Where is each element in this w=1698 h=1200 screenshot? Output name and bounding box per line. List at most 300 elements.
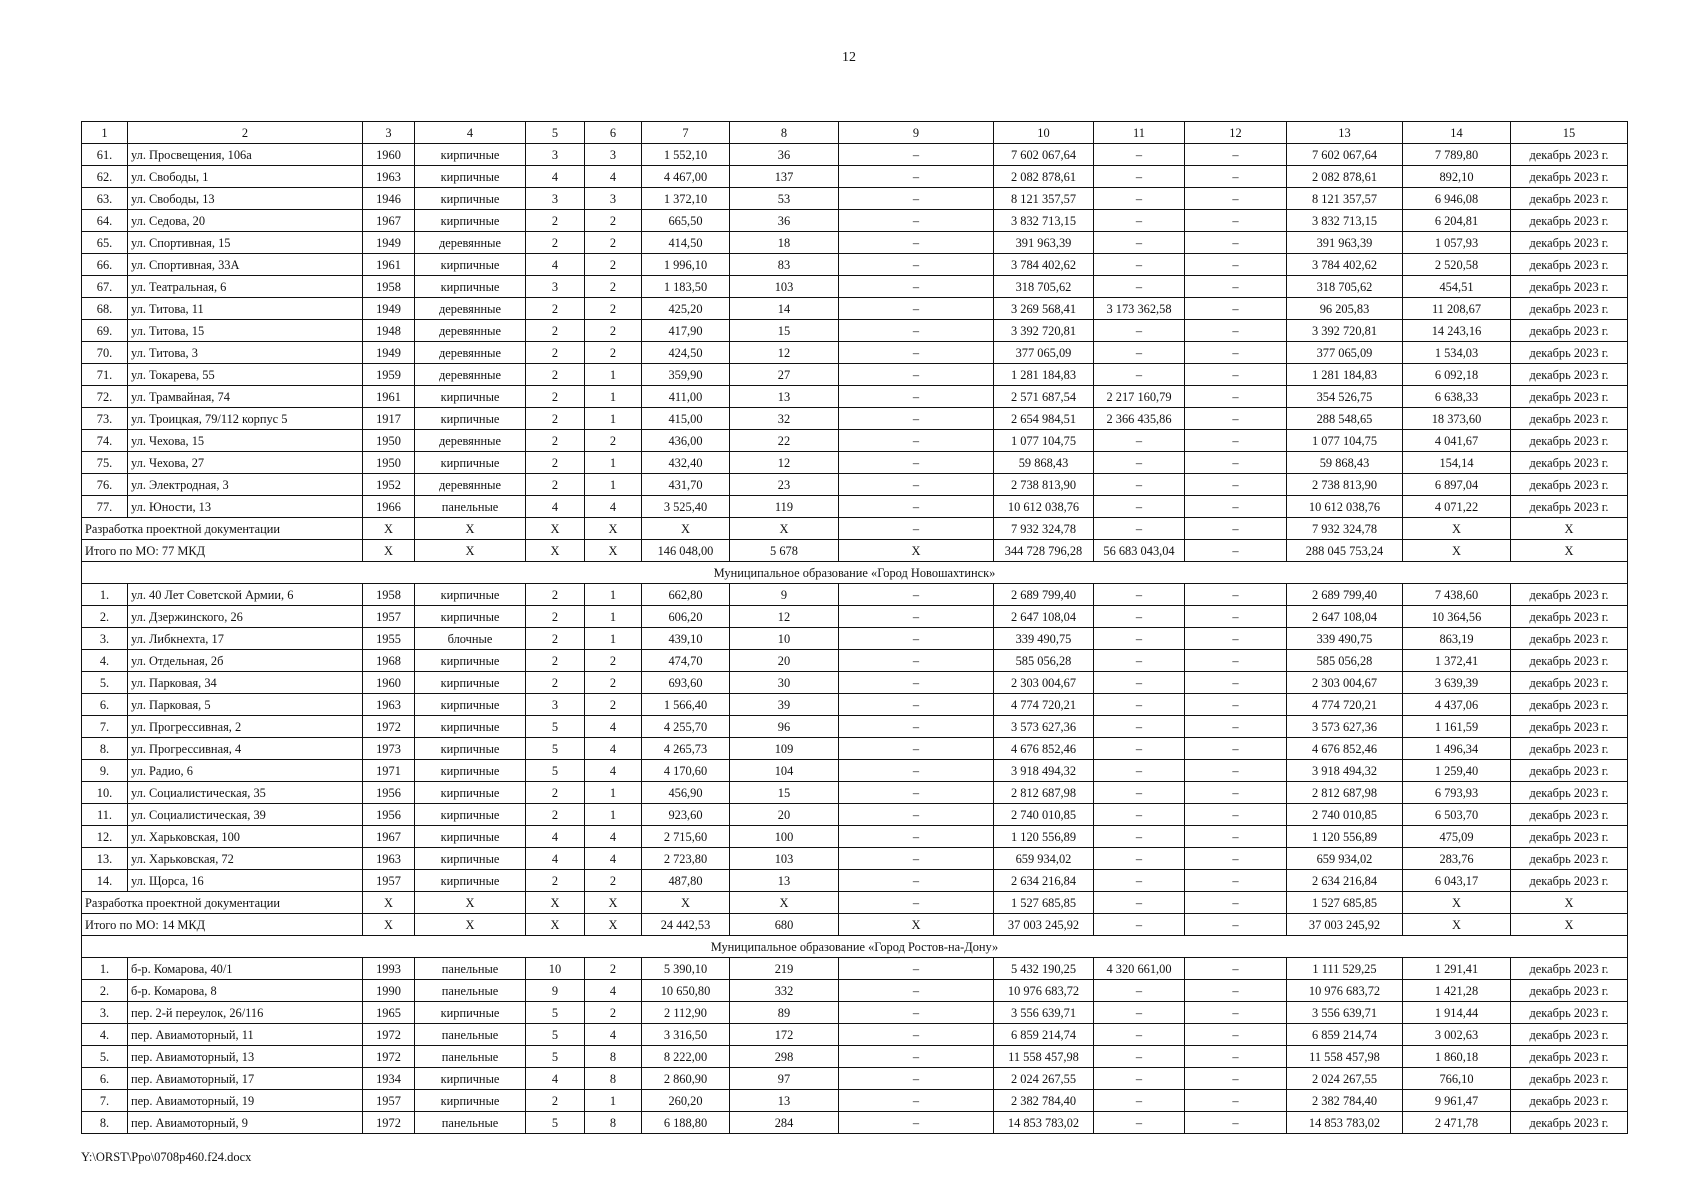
table-cell: 318 705,62 [1287,276,1403,298]
table-cell: 377 065,09 [1287,342,1403,364]
address-cell: ул. Спортивная, 15 [128,232,363,254]
table-cell: 474,70 [642,650,730,672]
table-cell: декабрь 2023 г. [1511,672,1628,694]
column-header: 6 [585,122,642,144]
table-cell: 1 372,10 [642,188,730,210]
table-cell: – [839,518,994,540]
table-cell: кирпичные [415,1068,526,1090]
table-cell: 1 552,10 [642,144,730,166]
address-cell: б-р. Комарова, 40/1 [128,958,363,980]
table-cell: – [1094,672,1185,694]
table-cell: кирпичные [415,606,526,628]
table-cell: – [839,254,994,276]
table-cell: 2 812 687,98 [994,782,1094,804]
table-cell: 2 [585,694,642,716]
table-cell: – [1185,518,1287,540]
table-cell: – [1185,210,1287,232]
table-cell: X [730,518,839,540]
table-cell: деревянные [415,474,526,496]
table-cell: – [1094,430,1185,452]
table-cell: 288 045 753,24 [1287,540,1403,562]
table-row [82,452,1628,474]
table-cell: 1990 [363,980,415,1002]
table-cell: 439,10 [642,628,730,650]
table-cell: 339 490,75 [994,628,1094,650]
table-cell: – [839,298,994,320]
row-number: 3. [82,628,128,650]
table-cell: – [1185,232,1287,254]
table-cell: 18 373,60 [1403,408,1511,430]
row-number: 7. [82,716,128,738]
table-cell: 103 [730,848,839,870]
table-cell: 1 [585,408,642,430]
table-cell: кирпичные [415,716,526,738]
address-cell: ул. Свободы, 13 [128,188,363,210]
table-cell: 15 [730,320,839,342]
table-cell: 1934 [363,1068,415,1090]
table-cell: 11 558 457,98 [1287,1046,1403,1068]
table-cell: 1955 [363,628,415,650]
table-cell: 14 853 783,02 [1287,1112,1403,1134]
table-cell: декабрь 2023 г. [1511,276,1628,298]
table-cell: – [1185,716,1287,738]
row-number: 6. [82,1068,128,1090]
table-cell: 8 [585,1112,642,1134]
table-cell: 2 [585,254,642,276]
table-cell: 2 [585,232,642,254]
table-cell: 3 832 713,15 [994,210,1094,232]
table-cell: X [585,540,642,562]
row-number: 8. [82,738,128,760]
address-cell: ул. Спортивная, 33А [128,254,363,276]
table-cell: 2 [585,298,642,320]
table-cell: – [1185,826,1287,848]
table-cell: 5 [526,1002,585,1024]
table-cell: X [839,914,994,936]
table-cell: – [839,760,994,782]
table-cell: 10 [526,958,585,980]
table-cell: X [585,914,642,936]
table-cell: 1 [585,452,642,474]
table-row [82,496,1628,518]
table-cell: – [1185,1024,1287,1046]
table-cell: 2 303 004,67 [994,672,1094,694]
row-number: 5. [82,672,128,694]
column-header: 5 [526,122,585,144]
table-cell: 475,09 [1403,826,1511,848]
table-cell: X [1403,540,1511,562]
table-cell: 1963 [363,848,415,870]
table-cell: панельные [415,496,526,518]
table-cell: – [1185,738,1287,760]
table-cell: – [1094,650,1185,672]
table-cell: – [1185,782,1287,804]
table-cell: – [1094,826,1185,848]
table-cell: – [839,342,994,364]
row-number: 72. [82,386,128,408]
table-cell: 7 602 067,64 [1287,144,1403,166]
table-cell: – [1185,320,1287,342]
table-cell: 1973 [363,738,415,760]
table-cell: 1 120 556,89 [994,826,1094,848]
table-cell: 39 [730,694,839,716]
table-cell: – [1094,1068,1185,1090]
table-cell: 1 421,28 [1403,980,1511,1002]
address-cell: ул. 40 Лет Советской Армии, 6 [128,584,363,606]
table-cell: 377 065,09 [994,342,1094,364]
table-cell: 2 [526,672,585,694]
table-cell: – [1185,848,1287,870]
table-cell: кирпичные [415,452,526,474]
table-cell: 23 [730,474,839,496]
table-cell: 36 [730,210,839,232]
address-cell: ул. Титова, 11 [128,298,363,320]
table-cell: – [839,210,994,232]
table-cell: 146 048,00 [642,540,730,562]
table-cell: 14 [730,298,839,320]
table-cell: 1959 [363,364,415,386]
table-cell: X [415,914,526,936]
table-row [82,166,1628,188]
address-cell: ул. Седова, 20 [128,210,363,232]
row-number: 3. [82,1002,128,1024]
table-cell: кирпичные [415,166,526,188]
table-cell: 103 [730,276,839,298]
table-cell: 2 715,60 [642,826,730,848]
table-cell: 4 320 661,00 [1094,958,1185,980]
row-number: 66. [82,254,128,276]
table-cell: 10 650,80 [642,980,730,1002]
table-cell: 863,19 [1403,628,1511,650]
table-cell: кирпичные [415,188,526,210]
table-cell: 2 [585,430,642,452]
table-cell: 1957 [363,870,415,892]
table-cell: – [1185,1068,1287,1090]
column-header-row [82,122,1628,144]
table-cell: X [415,518,526,540]
table-cell: 1949 [363,232,415,254]
table-cell: 4 [585,980,642,1002]
table-cell: 5 678 [730,540,839,562]
table-cell: 2 723,80 [642,848,730,870]
table-cell: декабрь 2023 г. [1511,408,1628,430]
table-cell: – [1094,254,1185,276]
table-cell: X [1403,914,1511,936]
table-cell: – [839,782,994,804]
table-cell: 1 860,18 [1403,1046,1511,1068]
table-cell: 1 [585,782,642,804]
table-cell: декабрь 2023 г. [1511,452,1628,474]
table-cell: 10 976 683,72 [1287,980,1403,1002]
table-cell: декабрь 2023 г. [1511,782,1628,804]
table-cell: 37 003 245,92 [1287,914,1403,936]
column-header: 8 [730,122,839,144]
table-row [82,430,1628,452]
table-cell: – [1094,232,1185,254]
table-cell: 96 205,83 [1287,298,1403,320]
table-cell: 1 111 529,25 [1287,958,1403,980]
table-cell: 1968 [363,650,415,672]
table-cell: 9 961,47 [1403,1090,1511,1112]
table-cell: 606,20 [642,606,730,628]
table-cell: 96 [730,716,839,738]
table-cell: 3 269 568,41 [994,298,1094,320]
table-cell: 1949 [363,342,415,364]
table-row [82,980,1628,1002]
table-cell: – [839,166,994,188]
table-cell: 1963 [363,694,415,716]
table-cell: 3 525,40 [642,496,730,518]
table-cell: X [415,540,526,562]
table-cell: 2 [585,650,642,672]
table-cell: 4 041,67 [1403,430,1511,452]
table-cell: X [1403,892,1511,914]
table-cell: блочные [415,628,526,650]
table-cell: 332 [730,980,839,1002]
table-cell: 6 859 214,74 [994,1024,1094,1046]
table-cell: 2 [585,342,642,364]
table-cell: декабрь 2023 г. [1511,298,1628,320]
table-cell: 59 868,43 [1287,452,1403,474]
table-row [82,386,1628,408]
table-cell: 3 556 639,71 [1287,1002,1403,1024]
table-cell: – [1094,716,1185,738]
table-cell: 680 [730,914,839,936]
table-cell: – [839,738,994,760]
address-cell: ул. Прогрессивная, 2 [128,716,363,738]
table-cell: 1 496,34 [1403,738,1511,760]
table-cell: 89 [730,1002,839,1024]
table-cell: – [839,276,994,298]
table-cell: кирпичные [415,144,526,166]
table-cell: 6 638,33 [1403,386,1511,408]
table-cell: – [1185,254,1287,276]
table-cell: – [1094,1024,1185,1046]
table-cell: 4 265,73 [642,738,730,760]
table-cell: декабрь 2023 г. [1511,1002,1628,1024]
address-cell: ул. Театральная, 6 [128,276,363,298]
table-cell: 2 [526,1090,585,1112]
table-cell: X [1403,518,1511,540]
row-number: 11. [82,804,128,826]
table-cell: кирпичные [415,1090,526,1112]
table-cell: 1 259,40 [1403,760,1511,782]
summary-row [82,540,1628,562]
table-cell: – [839,870,994,892]
row-number: 1. [82,958,128,980]
table-cell: 1 120 556,89 [1287,826,1403,848]
table-cell: 1 [585,584,642,606]
address-cell: ул. Радио, 6 [128,760,363,782]
table-cell: 6 503,70 [1403,804,1511,826]
table-cell: 2 [526,870,585,892]
row-number: 76. [82,474,128,496]
table-cell: 487,80 [642,870,730,892]
table-cell: – [1094,892,1185,914]
table-cell: – [839,496,994,518]
table-cell: 97 [730,1068,839,1090]
table-cell: 431,70 [642,474,730,496]
table-cell: кирпичные [415,760,526,782]
summary-row [82,518,1628,540]
table-cell: 3 173 362,58 [1094,298,1185,320]
table-cell: панельные [415,1112,526,1134]
table-cell: – [1185,870,1287,892]
table-cell: 2 [585,1002,642,1024]
table-cell: 3 918 494,32 [1287,760,1403,782]
table-cell: 4 [526,254,585,276]
table-cell: 2 634 216,84 [1287,870,1403,892]
table-cell: 456,90 [642,782,730,804]
table-cell: декабрь 2023 г. [1511,870,1628,892]
table-cell: деревянные [415,320,526,342]
table-cell: 4 676 852,46 [1287,738,1403,760]
table-cell: 4 255,70 [642,716,730,738]
row-number: 14. [82,870,128,892]
row-number: 70. [82,342,128,364]
table-cell: 5 [526,760,585,782]
table-cell: – [839,628,994,650]
table-cell: 1 [585,474,642,496]
table-cell: 2 860,90 [642,1068,730,1090]
table-cell: 3 [526,144,585,166]
column-header: 4 [415,122,526,144]
table-cell: 4 [585,166,642,188]
table-cell: 22 [730,430,839,452]
table-cell: 3 [526,188,585,210]
address-cell: ул. Электродная, 3 [128,474,363,496]
summary-label: Разработка проектной документации [82,892,363,914]
table-cell: 4 467,00 [642,166,730,188]
address-cell: ул. Либкнехта, 17 [128,628,363,650]
table-cell: 2 740 010,85 [1287,804,1403,826]
table-cell: 6 793,93 [1403,782,1511,804]
table-cell: – [1185,628,1287,650]
table-cell: 30 [730,672,839,694]
table-row [82,298,1628,320]
table-cell: 344 728 796,28 [994,540,1094,562]
table-cell: 1960 [363,144,415,166]
table-cell: – [1094,1002,1185,1024]
address-cell: ул. Трамвайная, 74 [128,386,363,408]
row-number: 64. [82,210,128,232]
table-cell: 104 [730,760,839,782]
table-cell: 1 [585,606,642,628]
table-cell: кирпичные [415,848,526,870]
table-cell: 53 [730,188,839,210]
footer-file-path: Y:\ORST\Ppo\0708p460.f24.docx [81,1150,252,1164]
table-cell: 2 [526,584,585,606]
address-cell: ул. Титова, 3 [128,342,363,364]
table-row [82,826,1628,848]
table-cell: X [363,914,415,936]
table-cell: 2 [526,210,585,232]
table-cell: 1972 [363,1046,415,1068]
row-number: 75. [82,452,128,474]
table-cell: – [839,144,994,166]
table-cell: 415,00 [642,408,730,430]
table-cell: 284 [730,1112,839,1134]
table-cell: 4 [585,738,642,760]
table-cell: 1 372,41 [1403,650,1511,672]
table-cell: 5 [526,716,585,738]
table-cell: 2 [585,320,642,342]
table-cell: 4 [585,716,642,738]
table-cell: – [839,474,994,496]
address-cell: ул. Парковая, 5 [128,694,363,716]
column-header: 3 [363,122,415,144]
table-cell: 6 897,04 [1403,474,1511,496]
table-cell: 1 527 685,85 [994,892,1094,914]
table-cell: X [526,914,585,936]
table-cell: 4 774 720,21 [1287,694,1403,716]
table-cell: – [1094,320,1185,342]
table-cell: – [839,716,994,738]
table-cell: – [1094,1112,1185,1134]
table-cell: X [1511,540,1628,562]
row-number: 71. [82,364,128,386]
table-cell: панельные [415,958,526,980]
table-cell: 4 [526,848,585,870]
address-cell: ул. Отдельная, 2б [128,650,363,672]
table-cell: 12 [730,342,839,364]
table-cell: декабрь 2023 г. [1511,1024,1628,1046]
table-cell: 2 571 687,54 [994,386,1094,408]
table-cell: кирпичные [415,386,526,408]
table-cell: X [585,892,642,914]
section-header-row [82,562,1628,584]
row-number: 69. [82,320,128,342]
table-cell: – [1185,408,1287,430]
table-cell: 2 [526,606,585,628]
table-cell: декабрь 2023 г. [1511,430,1628,452]
table-cell: 2 [526,430,585,452]
table-cell: декабрь 2023 г. [1511,804,1628,826]
table-cell: – [1185,144,1287,166]
table-cell: 20 [730,804,839,826]
table-cell: кирпичные [415,804,526,826]
table-cell: 1 077 104,75 [1287,430,1403,452]
table-row [82,650,1628,672]
table-cell: 417,90 [642,320,730,342]
table-cell: – [1094,628,1185,650]
table-cell: – [1185,298,1287,320]
table-cell: X [839,540,994,562]
table-cell: 7 932 324,78 [994,518,1094,540]
table-cell: X [1511,518,1628,540]
table-cell: 662,80 [642,584,730,606]
table-cell: 4 [526,496,585,518]
table-cell: 2 647 108,04 [994,606,1094,628]
page-number: 12 [842,50,856,65]
table-cell: – [1185,650,1287,672]
table-cell: 10 [730,628,839,650]
table-cell: 3 918 494,32 [994,760,1094,782]
table-cell: – [1094,914,1185,936]
table-cell: 2 024 267,55 [994,1068,1094,1090]
table-cell: – [1185,584,1287,606]
table-cell: 2 634 216,84 [994,870,1094,892]
table-cell: декабрь 2023 г. [1511,364,1628,386]
table-cell: 2 [585,672,642,694]
table-cell: 9 [730,584,839,606]
table-cell: 659 934,02 [994,848,1094,870]
table-cell: 3 [585,144,642,166]
table-cell: 391 963,39 [1287,232,1403,254]
table-cell: 2 [585,870,642,892]
column-header: 1 [82,122,128,144]
table-cell: 59 868,43 [994,452,1094,474]
